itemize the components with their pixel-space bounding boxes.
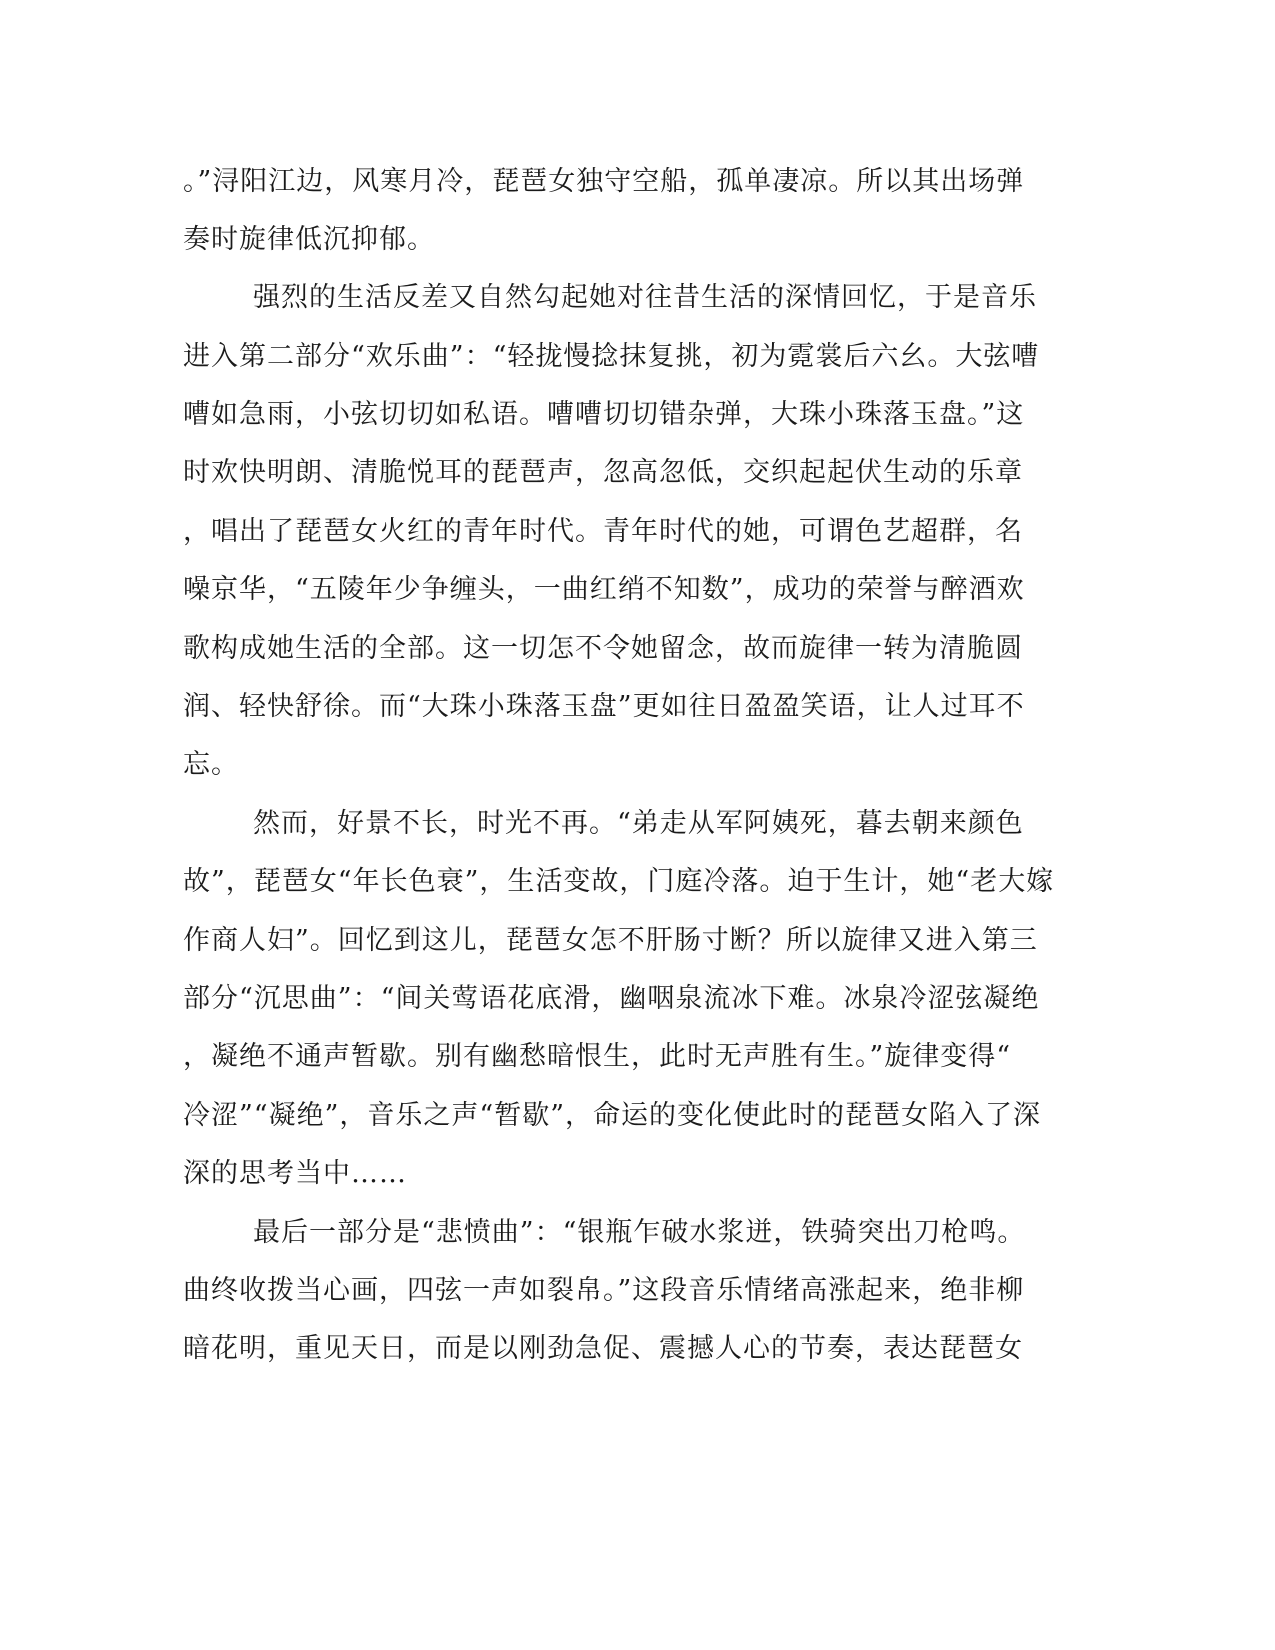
text-line: 噪京华，“五陵年少争缠头，一曲红绡不知数”，成功的荣誉与醉酒欢 bbox=[183, 574, 1025, 605]
paragraph-first-line: 强烈的生活反差又自然勾起她对往昔生活的深情回忆，于是音乐 bbox=[253, 282, 1037, 313]
paragraph-first-line: 然而，好景不长，时光不再。“弟走从军阿姨死，暮去朝来颜色 bbox=[253, 808, 1024, 839]
text-line: 奏时旋律低沉抑郁。 bbox=[183, 224, 435, 255]
text-line: 时欢快明朗、清脆悦耳的琵琶声，忽高忽低，交织起起伏生动的乐章 bbox=[183, 457, 1023, 488]
paragraph-first-line: 最后一部分是“悲愤曲”：“银瓶乍破水浆迸，铁骑突出刀枪鸣。 bbox=[253, 1217, 1026, 1248]
text-line: 嘈如急雨，小弦切切如私语。嘈嘈切切错杂弹，大珠小珠落玉盘。”这 bbox=[183, 399, 1025, 430]
text-line: 。”浔阳江边，风寒月冷，琵琶女独守空船，孤单凄凉。所以其出场弹 bbox=[183, 166, 1025, 197]
text-line: 润、轻快舒徐。而“大珠小珠落玉盘”更如往日盈盈笑语，让人过耳不 bbox=[183, 691, 1025, 722]
text-line: 进入第二部分“欢乐曲”：“轻拢慢捻抹复挑，初为霓裳后六幺。大弦嘈 bbox=[183, 341, 1040, 372]
text-line: 冷涩”“凝绝”，音乐之声“暂歇”，命运的变化使此时的琵琶女陷入了深 bbox=[183, 1100, 1042, 1131]
text-line: 故”，琵琶女“年长色衰”，生活变故，门庭冷落。迫于生计，她“老大嫁 bbox=[183, 866, 1055, 897]
text-line: ，凝绝不通声暂歇。别有幽愁暗恨生，此时无声胜有生。”旋律变得“ bbox=[183, 1041, 1012, 1072]
text-line: 部分“沉思曲”：“间关莺语花底滑，幽咽泉流冰下难。冰泉冷涩弦凝绝 bbox=[183, 983, 1040, 1014]
text-line: 曲终收拨当心画，四弦一声如裂帛。”这段音乐情绪高涨起来，绝非柳 bbox=[183, 1275, 1025, 1306]
text-line: 作商人妇”。回忆到这儿，琵琶女怎不肝肠寸断？所以旋律又进入第三 bbox=[183, 925, 1038, 956]
text-line: 歌构成她生活的全部。这一切怎不令她留念，故而旋律一转为清脆圆 bbox=[183, 633, 1023, 664]
text-line: ，唱出了琵琶女火红的青年时代。青年时代的她，可谓色艺超群，名 bbox=[183, 516, 1023, 547]
text-line: 暗花明，重见天日，而是以刚劲急促、震撼人心的节奏，表达琵琶女 bbox=[183, 1333, 1023, 1364]
text-line: 忘。 bbox=[183, 749, 239, 780]
text-line: 深的思考当中…… bbox=[183, 1158, 407, 1189]
